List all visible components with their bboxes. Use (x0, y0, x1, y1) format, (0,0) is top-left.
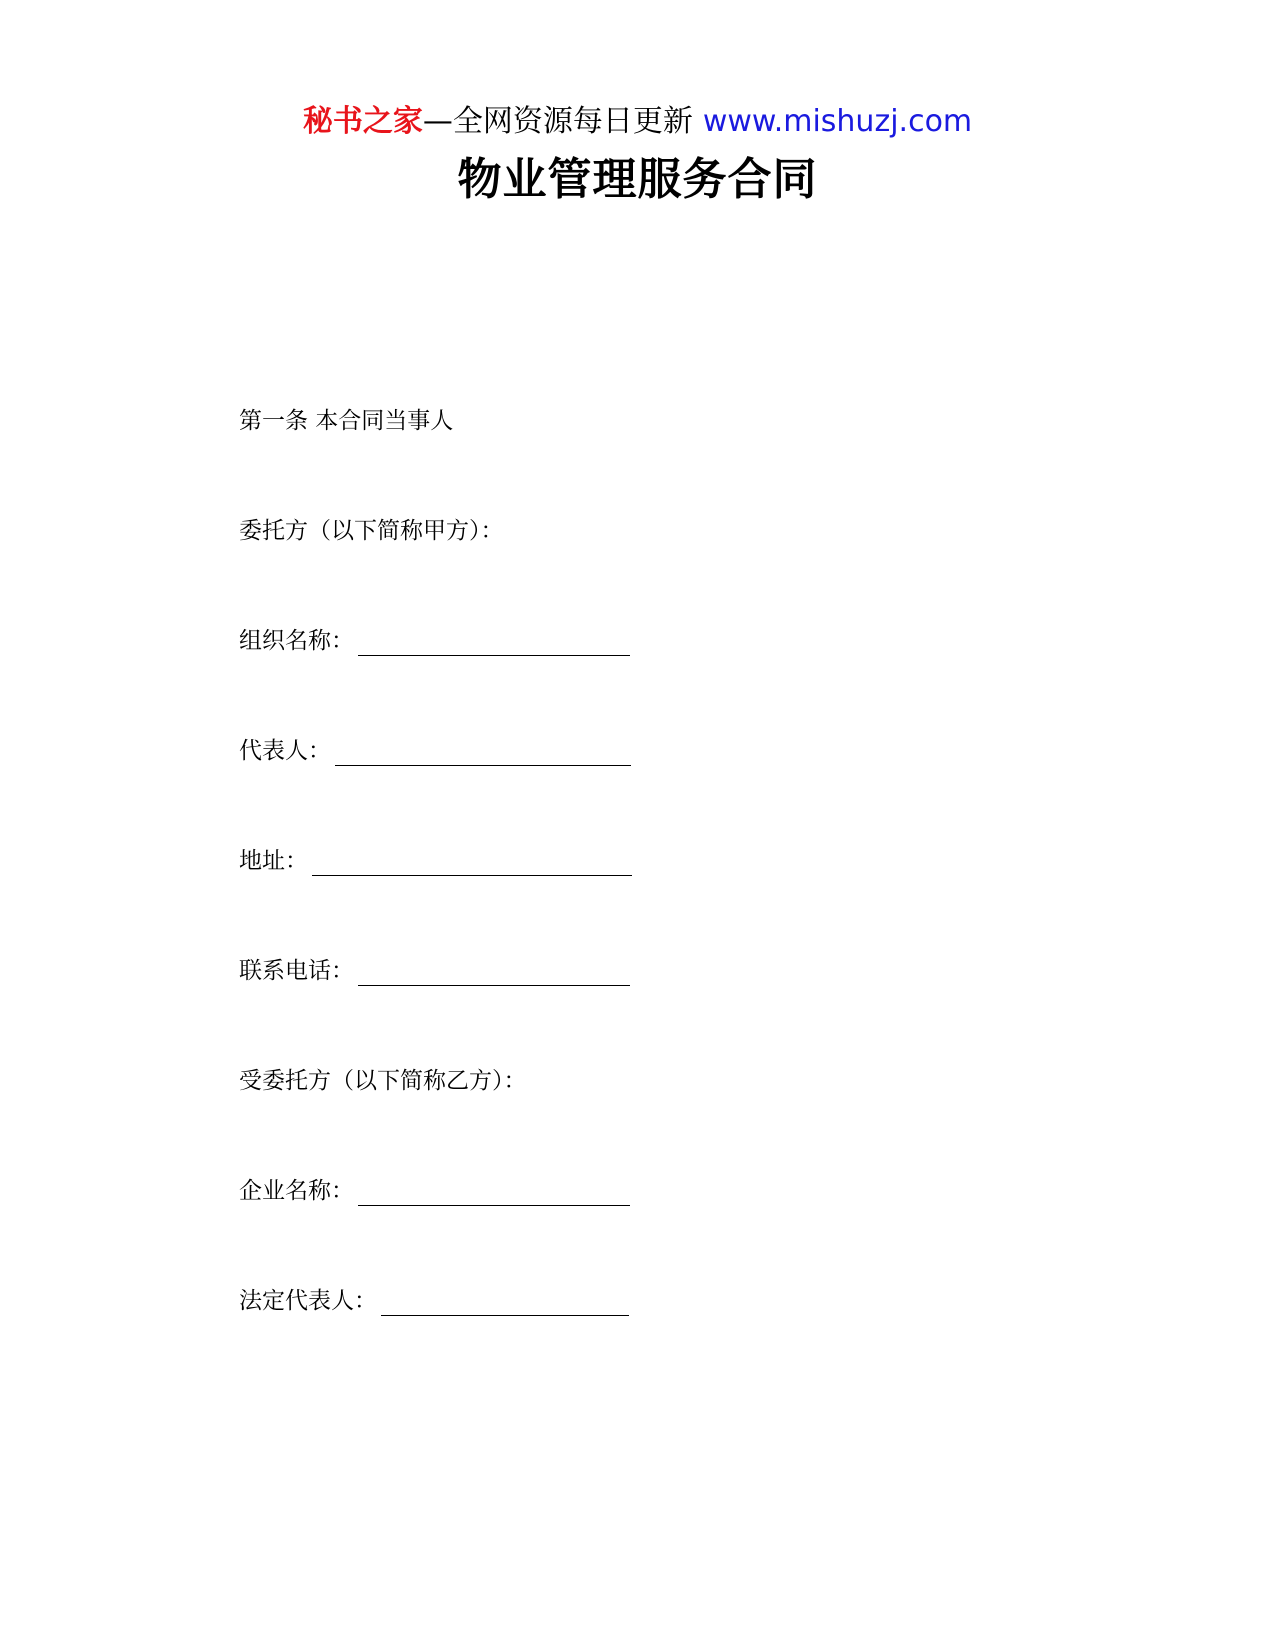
party-b-heading-text: 受委托方（以下简称乙方）： (239, 1068, 527, 1094)
site-header (0, 102, 1275, 142)
party-a-phone-row (239, 956, 630, 986)
header-slogan: —全网资源每日更新 (422, 104, 693, 139)
party-a-address-row (239, 846, 632, 876)
article-1-text: 第一条 本合同当事人 (239, 408, 454, 434)
party-b-company-label: 企业名称： (239, 1178, 354, 1204)
party-b-legal-rep-label: 法定代表人： (239, 1288, 377, 1314)
document-title: 物业管理服务合同 (457, 154, 818, 205)
party-a-address-label: 地址： (239, 848, 308, 874)
party-a-rep-row (239, 736, 631, 766)
party-b-legal-rep-row (239, 1286, 629, 1316)
party-a-rep-field[interactable] (335, 743, 631, 766)
party-b-heading (239, 1066, 527, 1096)
party-a-rep-label: 代表人： (239, 738, 331, 764)
party-a-heading-text: 委托方（以下简称甲方）： (239, 518, 504, 544)
party-a-phone-field[interactable] (358, 963, 630, 986)
site-url-link[interactable]: www.mishuzj.com (702, 104, 973, 139)
party-a-org-row (239, 626, 630, 656)
party-b-company-field[interactable] (358, 1183, 630, 1206)
party-a-phone-label: 联系电话： (239, 958, 354, 984)
party-b-legal-rep-field[interactable] (381, 1293, 629, 1316)
party-b-company-row (239, 1176, 630, 1206)
party-a-org-label: 组织名称： (239, 628, 354, 654)
party-a-address-field[interactable] (312, 853, 632, 876)
brand-name: 秘书之家 (302, 104, 423, 139)
article-1-heading (239, 406, 453, 436)
party-a-heading (239, 516, 504, 546)
party-a-org-field[interactable] (358, 633, 630, 656)
